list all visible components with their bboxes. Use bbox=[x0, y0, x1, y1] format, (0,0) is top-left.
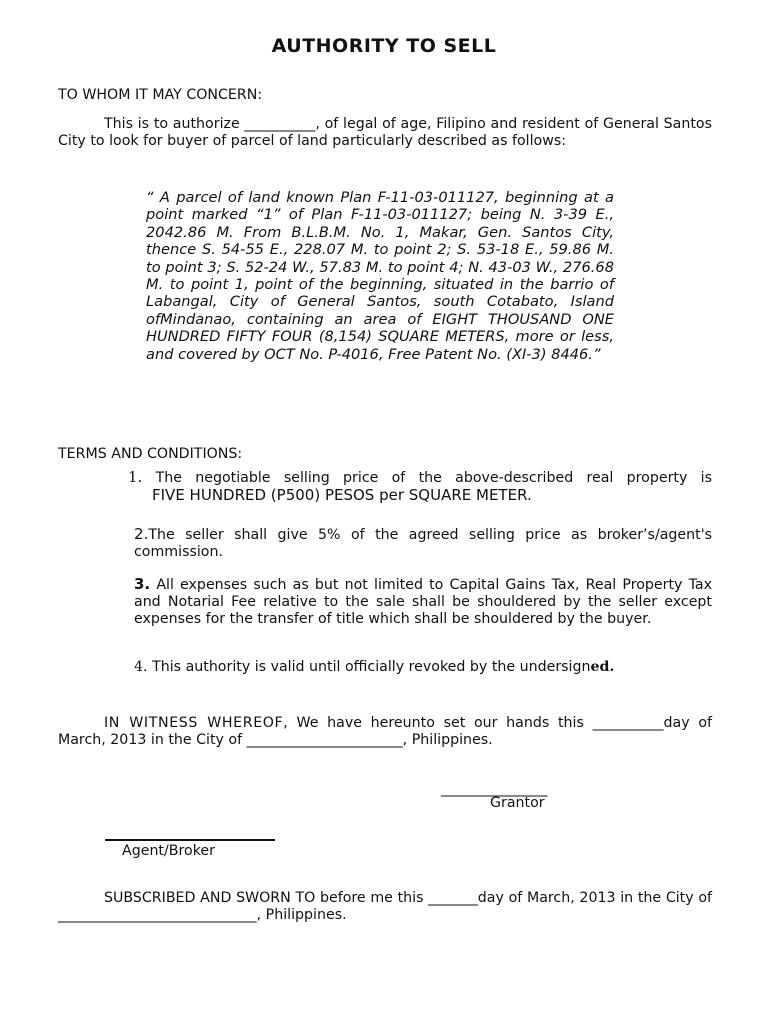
term-4-end: ed. bbox=[590, 659, 615, 675]
intro-paragraph: This is to authorize __________, of legal of age, Filipino and resident of General Santos City to look for buyer of parcel of land particularly described as follows: bbox=[58, 116, 712, 149]
term-3-text: All expenses such as but not limited to Capital Gains Tax, Real Property Tax and Notarial Fee relative to the sale shall be shouldered by the seller except expenses for the transfer of title which shall be shouldered by the buyer. bbox=[134, 577, 712, 627]
sworn-text: before me this _______day of March, 2013 in the City of ____________________________, Philippines. bbox=[58, 890, 712, 923]
term-1-number: 1. bbox=[128, 468, 143, 486]
term-1-price: FIVE HUNDRED (P500) PESOS per SQUARE METER. bbox=[152, 486, 532, 504]
document-title: AUTHORITY TO SELL bbox=[271, 35, 497, 57]
term-1 bbox=[128, 469, 712, 504]
agent-signature-line bbox=[105, 824, 275, 841]
term-4-number: 4. bbox=[134, 659, 148, 675]
witness-paragraph bbox=[58, 715, 712, 749]
term-4 bbox=[134, 659, 712, 676]
term-1-text: The negotiable selling price of the above-described real property is bbox=[155, 470, 712, 486]
grantor-label: Grantor bbox=[490, 795, 545, 811]
term-3-number: 3. bbox=[134, 575, 151, 593]
witness-lead: IN WITNESS WHEREOF bbox=[104, 715, 284, 731]
salutation: TO WHOM IT MAY CONCERN: bbox=[58, 87, 263, 103]
term-2-number: 2. bbox=[134, 525, 149, 543]
term-2 bbox=[134, 526, 712, 561]
witness-text: , We have hereunto set our hands this __________day of March, 2013 in the City of ______________________, Philippines. bbox=[58, 715, 712, 748]
terms-heading: TERMS AND CONDITIONS: bbox=[58, 446, 243, 462]
sworn-paragraph bbox=[58, 890, 712, 924]
land-description: “ A parcel of land known Plan F-11-03-011127, beginning at a point marked “1” of Plan F-11-03-011127; being N. 3-39 E., 2042.86 M. From B.L.B.M. No. 1, Makar, Gen. Santos City, thence S. 54-55 E., 228.07 M. to point 2; S. 53-18 E., 59.86 M. to point 3; S. 52-24 W., 57.83 M. to point 4; N. 43-03 W., 276.68 M. to point 1, point of the beginning, situated in the barrio of Labangal, City of General Santos, south Cotabato, Island ofMindanao, containing an area of EIGHT THOUSAND ONE HUNDRED FIFTY FOUR (8,154) SQUARE METERS, more or less, and covered by OCT No. P-4016, Free Patent No. (XI-3) 8446.” bbox=[146, 189, 614, 363]
term-2-text: The seller shall give 5% of the agreed selling price as broker’s/agent's commission. bbox=[134, 527, 712, 560]
term-4-text: This authority is valid until officially revoked by the undersign bbox=[152, 659, 591, 675]
agent-label: Agent/Broker bbox=[122, 843, 215, 859]
term-3 bbox=[134, 576, 712, 628]
sworn-lead: SUBSCRIBED AND SWORN TO bbox=[104, 890, 316, 906]
grantor-signature-line: _______________ bbox=[441, 781, 548, 797]
